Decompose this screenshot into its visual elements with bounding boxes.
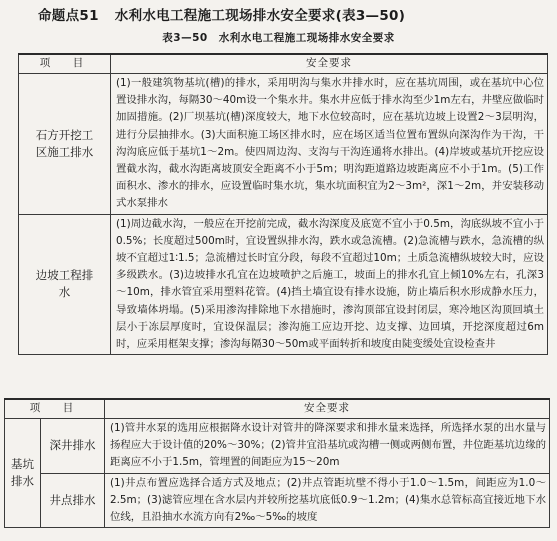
row-name-well-point: 井点排水: [41, 473, 105, 528]
header-requirements: 安全要求: [105, 399, 550, 419]
group-name-foundation-pit: 基坑排水: [5, 419, 41, 528]
header-requirements: 安全要求: [111, 54, 548, 74]
table-header-row: [19, 54, 548, 74]
table-caption: 表3—50 水利水电工程施工现场排水安全要求: [162, 32, 395, 44]
section-title: 水利水电工程施工现场排水安全要求(表3—50): [114, 8, 406, 24]
drainage-table-2: [4, 398, 550, 528]
row-text-deep-well: (1)管井水泵的选用应根据降水设计对管井的降深要求和排水量来选择，所选择水泵的出水量与扬程应大于设计值的20%～30%；(2)管井宜沿基坑或沟槽一侧或两侧布置，井位距基坑边缘的距离应不小于1.5m，管埋置的间距应为15～20m: [105, 419, 550, 474]
table-row: [5, 419, 550, 474]
header-item: 项 目: [5, 399, 105, 419]
row-text-rock-excavation: (1)一般建筑物基坑(槽)的排水，采用明沟与集水井排水时，应在基坑周围，或在基坑中心位置设排水沟，每隔30～40m设一个集水井。集水井应低于排水沟至少1m左右，井壁应做临时加固措施。(2)厂坝基坑(槽)深度较大，地下水位较高时，应在基坑边坡上设置2～3层明沟，进行分层抽排水。(3)大面积施工场区排水时，应在场区适当位置布置纵向深沟作为干沟，干沟沟底应低于基坑1～2m。使四周边沟、支沟与干沟连通将水排出。(4)岸坡或基坑开挖应设置截水沟，截水沟距离坡顶安全距离不小于5m；明沟距道路边坡距离应不小于1m。(5)工作面积水、渗水的排水，应设置临时集水坑，集水坑面积宜为2～3m²，深1～2m，并安装移动式水泵排水: [111, 74, 548, 215]
table-row: [19, 74, 548, 215]
table-header-row: [5, 399, 550, 419]
row-text-slope-drainage: (1)周边截水沟，一般应在开挖前完成，截水沟深度及底宽不宜小于0.5m，沟底纵坡不宜小于0.5%；长度超过500m时，宜设置纵排水沟，跌水或急流槽。(2)急流槽与跌水，急流槽的纵坡不宜超过1∶1.5；急流槽过长时宜分段，每段不宜超过10m；土质急流槽纵坡较大时，应设多级跌水。(3)边坡排水孔宜在边坡喷护之后施工，坡面上的排水孔宜上倾10%左右，孔深3～10m，排水管宜采用塑料花管。(4)挡土墙宜设有排水设施，防止墙后积水形成静水压力，导致墙体坍塌。(5)采用渗沟排除地下水措施时，渗沟顶部宜设封闭层，寒冷地区沟顶回填土层小于冻层厚度时，宜设保温层；渗沟施工应边开挖、边支撑、边回填，开挖深度超过6m时，应采用框架支撑；渗沟每隔30～50m或平面转折和坡度由陡变缓处宜设检查井: [111, 214, 548, 355]
section-number: 命题点51: [38, 8, 99, 24]
row-name-rock-excavation: 石方开挖工区施工排水: [19, 74, 111, 215]
section-heading: [38, 4, 405, 24]
table-row: [19, 214, 548, 355]
row-text-well-point: (1)井点布置应选择合适方式及地点；(2)井点管距坑壁不得小于1.0～1.5m，间距应为1.0～2.5m；(3)滤管应埋在含水层内并较所挖基坑底低0.9～1.2m；(4)集水总管标高宜接近地下水位线，且沿抽水水流方向有2‰～5‰的坡度: [105, 473, 550, 528]
row-name-slope-drainage: 边坡工程排水: [19, 214, 111, 355]
header-item: 项 目: [19, 54, 111, 74]
table-row: [5, 473, 550, 528]
row-name-deep-well: 深井排水: [41, 419, 105, 474]
drainage-table-1: [18, 53, 548, 355]
